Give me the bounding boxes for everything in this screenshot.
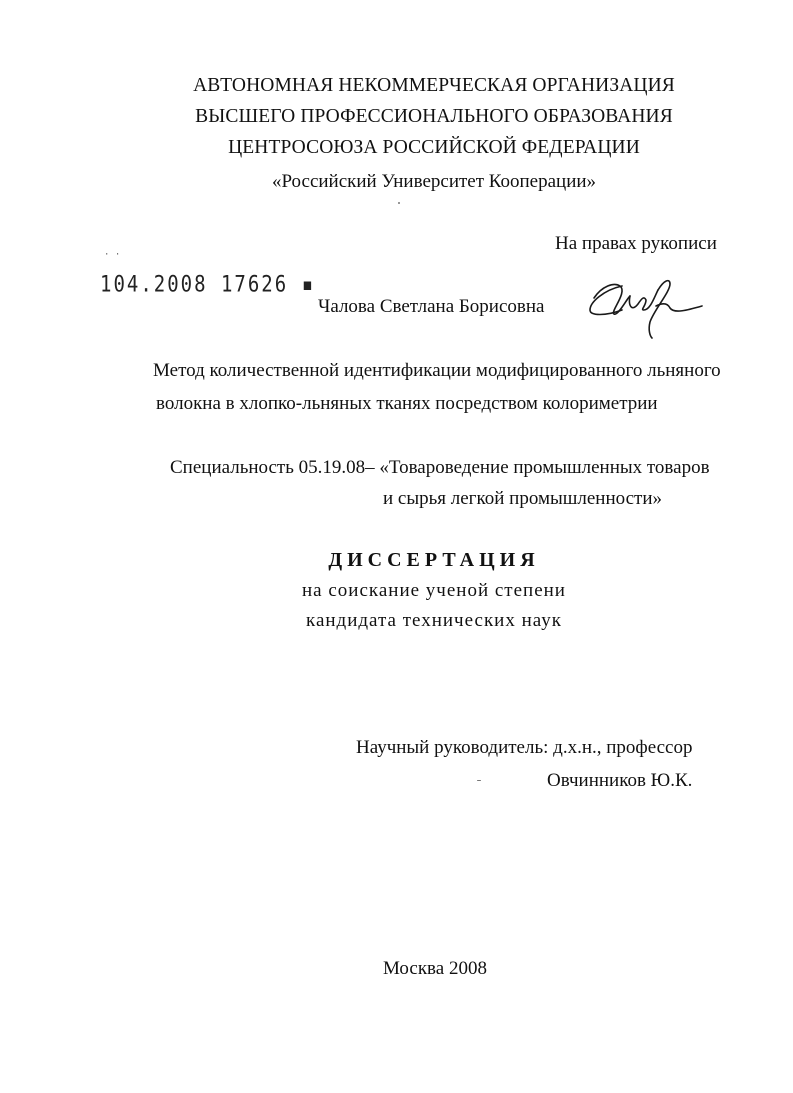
stamp-marks: · · [104,250,121,260]
org-line-2: ВЫСШЕГО ПРОФЕССИОНАЛЬНОГО ОБРАЗОВАНИЯ [195,106,673,127]
signature-stroke-1 [590,286,622,315]
scan-speck [398,202,400,204]
author-name: Чалова Светлана Борисовна [318,296,545,317]
supervisor-name: Овчинников Ю.К. [547,770,693,791]
author-signature [584,276,709,344]
thesis-title-line-1: Метод количественной идентификации модифицированного льняного [153,360,721,381]
supervisor-role: Научный руководитель: д.х.н., профессор [356,737,693,758]
specialty-line-1: Специальность 05.19.08– «Товароведение промышленных товаров [170,457,710,478]
degree-line-1: на соискание ученой степени [302,580,566,601]
scan-speck [477,780,481,781]
signature-stroke-4 [649,281,670,338]
signature-stroke-5 [656,304,702,311]
library-stamp: 104.2008 17626 ▪ [100,272,316,298]
specialty-line-2: и сырья легкой промышленности» [383,488,663,509]
rights-note: На правах рукописи [555,233,717,254]
document-type: ДИССЕРТАЦИЯ [328,549,540,571]
degree-line-2: кандидата технических наук [306,610,562,631]
org-line-3: ЦЕНТРОСОЮЗА РОССИЙСКОЙ ФЕДЕРАЦИИ [228,137,640,158]
thesis-title-line-2: волокна в хлопко-льняных тканях посредством колориметрии [156,393,658,414]
signature-stroke-3 [629,290,658,310]
university-name: «Российский Университет Кооперации» [271,171,597,192]
org-line-1: АВТОНОМНАЯ НЕКОММЕРЧЕСКАЯ ОРГАНИЗАЦИЯ [193,75,675,96]
city-year: Москва 2008 [383,958,487,979]
